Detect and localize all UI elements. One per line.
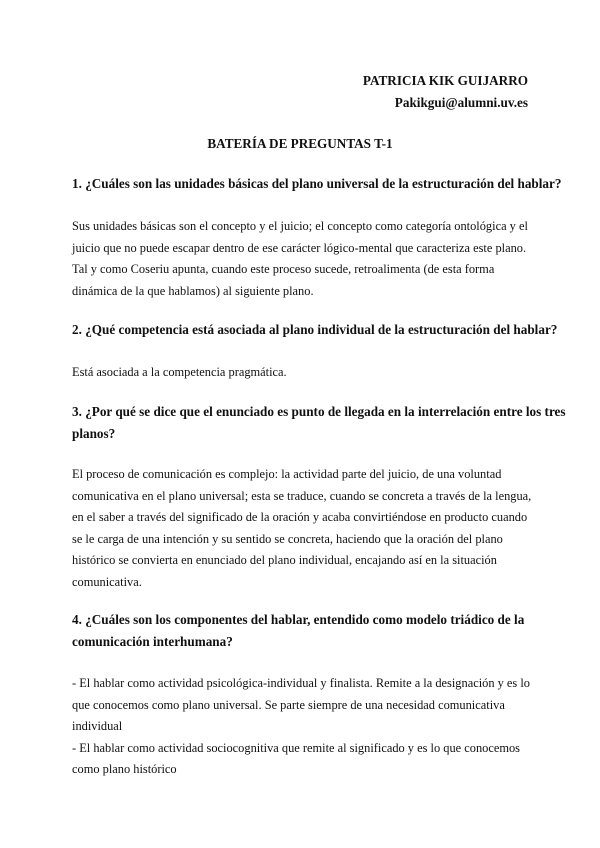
answer-4-line-5: como plano histórico [72,762,177,777]
author-block [363,70,528,114]
question-2-line-1: 2. ¿Qué competencia está asociada al plano individual de la estructuración del hablar? [72,322,558,337]
question-3-line-2: planos? [72,426,116,441]
question-3-line-1: 3. ¿Por qué se dice que el enunciado es punto de llegada en la interrelación entre los tres [72,404,566,419]
answer-1-line-3: Tal y como Coseriu apunta, cuando este proceso sucede, retroalimenta (de esta forma [72,262,495,277]
answer-3 [72,464,532,594]
answer-4-line-3: individual [72,719,123,734]
answer-4-line-1: - El hablar como actividad psicológica-individual y finalista. Remite a la designación y es lo [72,676,530,690]
answer-1-line-4: dinámica de la que hablamos) al siguiente plano. [72,283,314,298]
answer-3-line-4: se le carga de una intención y su sentido se concreta, haciendo que la oración del plano [72,531,503,546]
answer-1 [72,216,532,302]
answer-3-line-1: El proceso de comunicación es complejo: la actividad parte del juicio, de una voluntad [72,467,502,481]
question-2 [72,319,558,341]
question-4-line-2: comunicación interhumana? [72,634,233,649]
answer-1-line-2: juicio que no puede escapar dentro de ese carácter lógico-mental que caracteriza este plano. [72,240,527,255]
answer-3-line-6: comunicativa. [72,574,142,589]
answer-3-line-2: comunicativa en el plano universal; esta se traduce, cuando se concreta a través de la lengua, [72,488,532,503]
answer-4-line-4: - El hablar como actividad sociocognitiva que remite al significado y es lo que conocemos [72,740,520,755]
answer-1-line-1: Sus unidades básicas son el concepto y el juicio; el concepto como categoría ontológica y el [72,219,528,233]
answer-3-line-3: en el saber a través del significado de la oración y acaba convirtiéndose en producto cuando [72,510,528,525]
question-4-line-1: 4. ¿Cuáles son los componentes del hablar, entendido como modelo triádico de la [72,612,525,627]
answer-2 [72,362,532,384]
answer-4 [72,673,532,781]
question-4 [72,609,532,653]
answer-2-line-1: Está asociada a la competencia pragmática. [72,365,287,379]
question-3 [72,401,566,445]
answer-3-line-5: histórico se convierta en enunciado del plano individual, encajando así en la situación [72,553,497,568]
document-title: BATERÍA DE PREGUNTAS T-1 [207,136,393,151]
author-email: Pakikgui@alumni.uv.es [394,95,528,110]
question-1-line-1: 1. ¿Cuáles son las unidades básicas del plano universal de la estructuración del hablar? [72,176,562,191]
answer-4-line-2: que conocemos como plano universal. Se parte siempre de una necesidad comunicativa [72,697,505,712]
question-1 [72,173,562,195]
author-name: PATRICIA KIK GUIJARRO [362,73,528,88]
